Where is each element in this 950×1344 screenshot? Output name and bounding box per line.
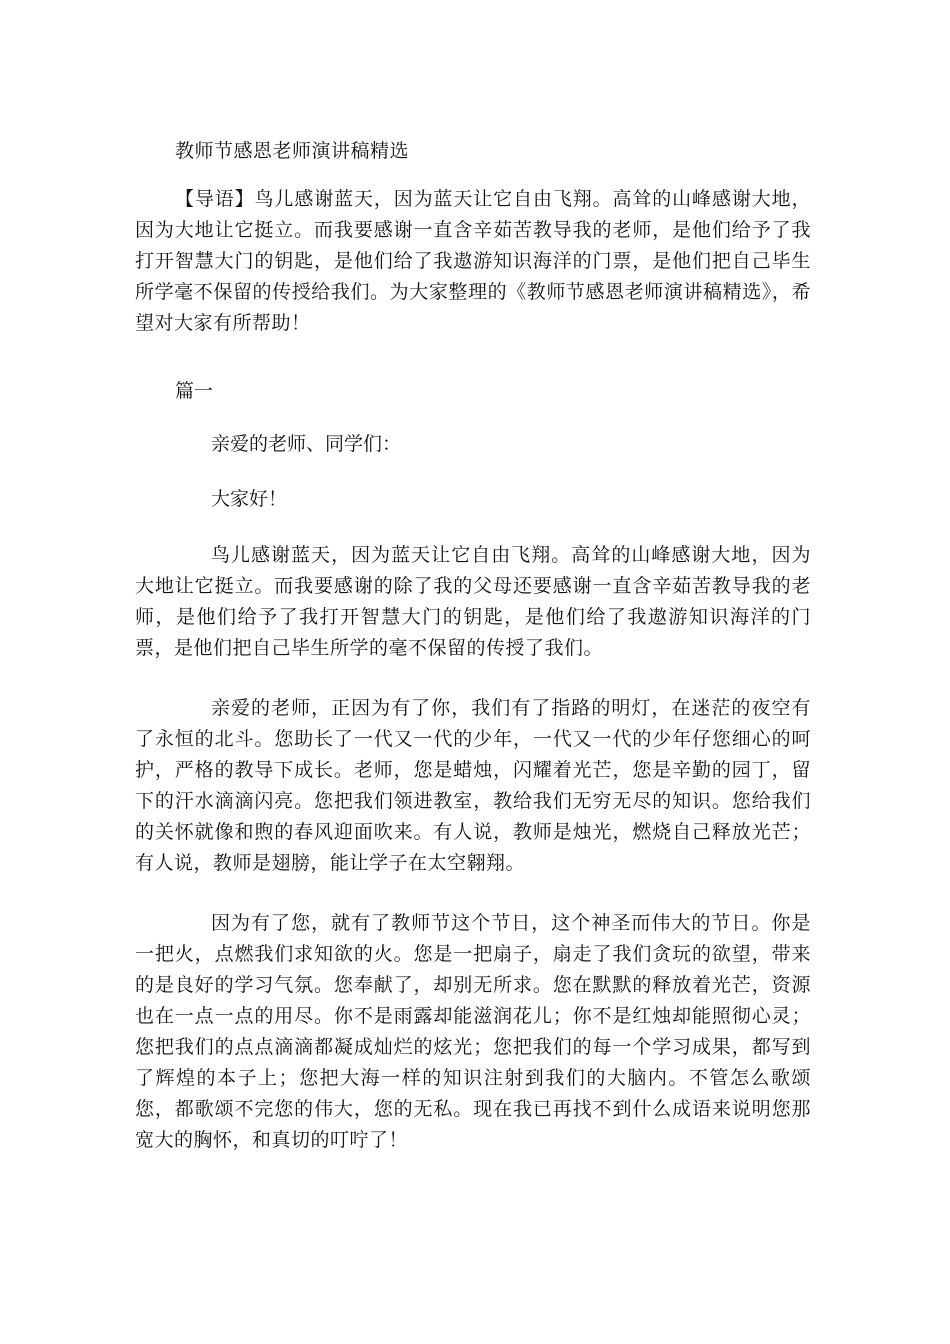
salutation: 亲爱的老师、同学们： [211, 433, 402, 455]
body-paragraph-2: 亲爱的老师，正因为有了你，我们有了指路的明灯，在迷茫的夜空有了永恒的北斗。您助长了一代又一代的少年，一代又一代的少年仔您细心的呵护，严格的教导下成长。老师，您是蜡烛，闪耀着光芒，您是辛勤的园丁，留下的汗水滴滴闪亮。您把我们领进教室，教给我们无穷无尽的知识。您给我们的关怀就像和煦的春风迎面吹来。有人说，教师是烛光，燃烧自己释放光芒；有人说，教师是翅膀，能让学子在太空翱翔。 [135, 697, 811, 874]
body-paragraph-3: 因为有了您，就有了教师节这个节日，这个神圣而伟大的节日。你是一把火，点燃我们求知欲的火。您是一把扇子，扇走了我们贪玩的欲望，带来的是良好的学习气氛。您奉献了，却别无所求。您在默默的释放着光芒，资源也在一点一点的用尽。你不是雨露却能滋润花儿；你不是红烛却能照彻心灵；您把我们的点点滴滴都凝成灿烂的炫光；您把我们的每一个学习成果，都写到了辉煌的本子上；您把大海一样的知识注射到我们的大脑内。不管怎么歌颂您，都歌颂不完您的伟大，您的无私。现在我已再找不到什么成语来说明您那宽大的胸怀，和真切的叮咛了！ [135, 912, 811, 1151]
body-paragraph-1: 鸟儿感谢蓝天，因为蓝天让它自由飞翔。高耸的山峰感谢大地，因为大地让它挺立。而我要感谢的除了我的父母还要感谢一直含辛茹苦教导我的老师，是他们给予了我打开智慧大门的钥匙，是他们给了我遨游知识海洋的门票，是他们把自己毕生所学的毫不保留的传授了我们。 [135, 544, 811, 659]
document-title: 教师节感恩老师演讲稿精选 [175, 140, 410, 162]
intro-paragraph: 【导语】鸟儿感谢蓝天，因为蓝天让它自由飞翔。高耸的山峰感谢大地，因为大地让它挺立。而我要感谢一直含辛茹苦教导我的老师，是他们给予了我打开智慧大门的钥匙，是他们给了我遨游知识海洋的门票，是他们把自己毕生所学毫不保留的传授给我们。为大家整理的《教师节感恩老师演讲稿精选》，希望对大家有所帮助！ [135, 188, 811, 334]
greeting: 大家好！ [211, 488, 288, 510]
section-label: 篇一 [175, 380, 214, 402]
